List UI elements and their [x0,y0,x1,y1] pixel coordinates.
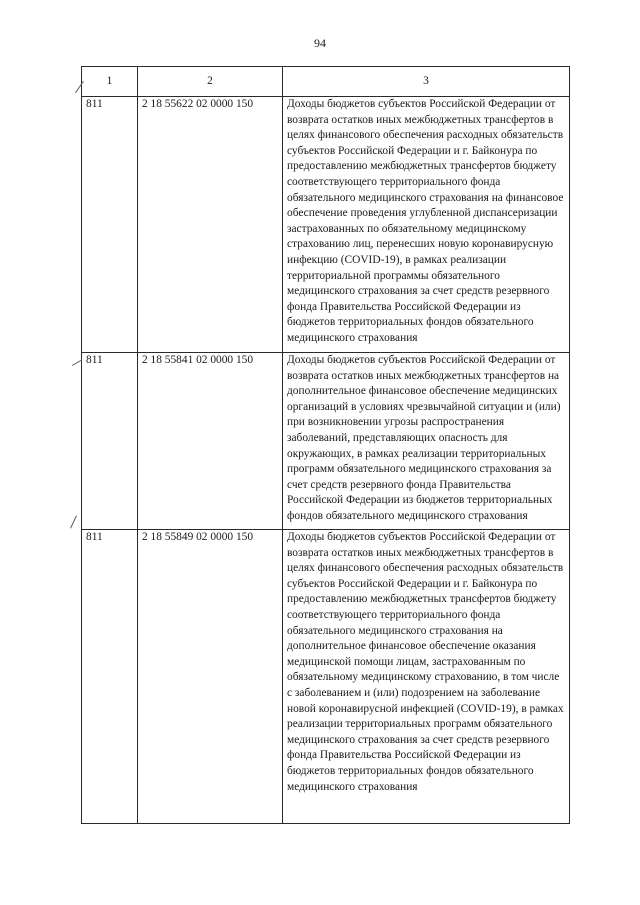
table-row [82,530,570,824]
table-header-row [82,67,570,97]
scan-mark [70,515,77,528]
income-description-cell: Доходы бюджетов субъектов Российской Федерации от возврата остатков иных межбюджетных трансфертов в целях финансового обеспечения расходных обязательств субъектов Российской Федерации и г. Байконура по предоставлению межбюджетных трансфертов бюджету соответствующего территориального фонда обязательного медицинского страхования на финансовое обеспечение проведения углубленной диспансеризации застрахованных по обязательному медицинскому страхованию лиц, перенесших новую коронавирусную инфекцию (COVID-19), в рамках реализации территориальной программы обязательного медицинского страхования за счет средств резервного фонда Правительства Российской Федерации из бюджетов территориальных фондов обязательного медицинского страхования [283,97,570,353]
column-header-2: 2 [138,67,283,97]
table-row [82,353,570,530]
administrator-code-cell: 811 [82,530,138,824]
budget-classification-table [81,66,570,824]
administrator-code-cell: 811 [82,97,138,353]
page-number: 94 [314,36,326,50]
budget-code-cell: 2 18 55849 02 0000 150 [138,530,283,824]
administrator-code-cell: 811 [82,353,138,530]
column-header-3: 3 [283,67,570,97]
income-description-cell: Доходы бюджетов субъектов Российской Федерации от возврата остатков иных межбюджетных трансфертов в целях финансового обеспечения расходных обязательств субъектов Российской Федерации и г. Байконура по предоставлению межбюджетных трансфертов бюджету соответствующего территориального фонда обязательного медицинского страхования на дополнительное финансовое обеспечение оказания медицинской помощи лицам, застрахованным по обязательному медицинскому страхованию, в том числе с заболеванием и (или) подозрением на заболевание новой коронавирусной инфекцией (COVID-19), в рамках реализации территориальных программ обязательного медицинского страхования за счет средств резервного фонда Правительства Российской Федерации из бюджетов территориальных фондов обязательного медицинского страхования [283,530,570,824]
table-row [82,97,570,353]
budget-code-cell: 2 18 55622 02 0000 150 [138,97,283,353]
budget-code-cell: 2 18 55841 02 0000 150 [138,353,283,530]
income-description-cell: Доходы бюджетов субъектов Российской Федерации от возврата остатков иных межбюджетных трансфертов на дополнительное финансовое обеспечение медицинских организаций в условиях чрезвычайной ситуации и (или) при возникновении угрозы распространения заболеваний, представляющих опасность для окружающих, в рамках реализации территориальных программ обязательного медицинского страхования за счет средств резервного фонда Правительства Российской Федерации из бюджетов территориальных фондов обязательного медицинского страхования [283,353,570,530]
column-header-1: 1 [82,67,138,97]
scan-mark [72,360,81,366]
